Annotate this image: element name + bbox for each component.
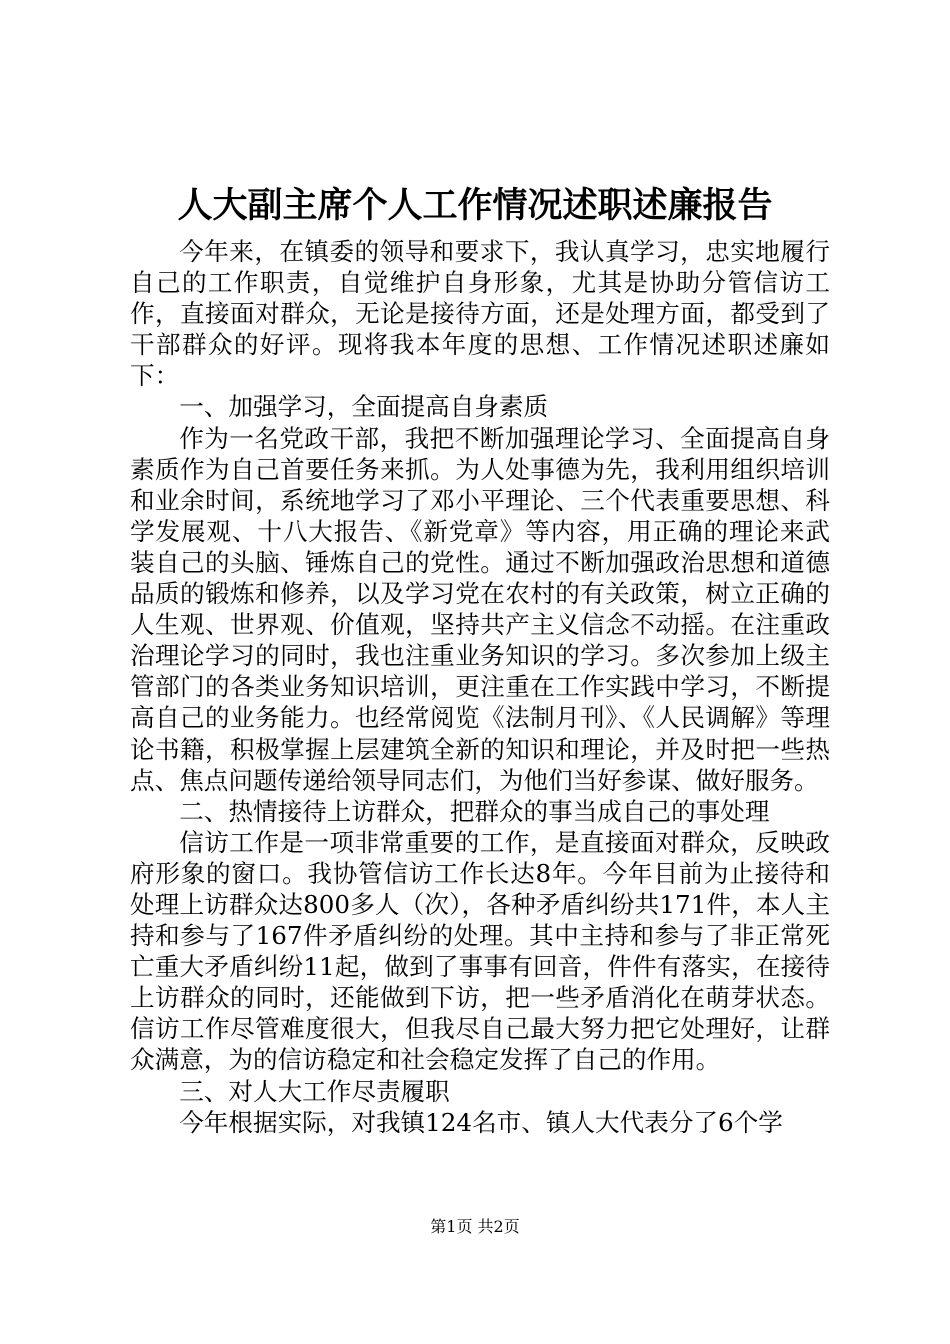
section-heading-2: 二、热情接待上访群众，把群众的事当成自己的事处理 — [179, 796, 770, 826]
document-title: 人大副主席个人工作情况述职述廉报告 — [177, 185, 773, 226]
section-heading-3: 三、对人大工作尽责履职 — [179, 1076, 450, 1106]
section-3-paragraph: 今年根据实际，对我镇124名市、镇人大代表分了6个学 — [179, 1107, 783, 1137]
section-2-paragraph: 信访工作是一项非常重要的工作，是直接面对群众，反映政府形象的窗口。我协管信访工作长达8年。今年目前为止接待和处理上访群众达800多人（次），各种矛盾纠纷共171件，本人主持和参与了167件矛盾纠纷的处理。其中主持和参与了非正常死亡重大矛盾纠纷11起，做到了事事有回音，件件有落实，在接待上访群众的同时，还能做到下访，把一些矛盾消化在萌芽状态。信访工作尽管难度很大，但我尽自己最大努力把它处理好，让群众满意，为的信访稳定和社会稳定发挥了自己的作用。 — [130, 827, 830, 1075]
page-number-footer: 第1页 共2页 — [430, 1217, 520, 1236]
document-body — [130, 236, 830, 1138]
section-heading-1: 一、加强学习，全面提高自身素质 — [179, 392, 549, 422]
intro-paragraph: 今年来，在镇委的领导和要求下，我认真学习，忠实地履行自己的工作职责，自觉维护自身形象，尤其是协助分管信访工作，直接面对群众，无论是接待方面，还是处理方面，都受到了干部群众的好评。现将我本年度的思想、工作情况述职述廉如下： — [130, 237, 830, 391]
section-1-paragraph: 作为一名党政干部，我把不断加强理论学习、全面提高自身素质作为自己首要任务来抓。为人处事德为先，我利用组织培训和业余时间，系统地学习了邓小平理论、三个代表重要思想、科学发展观、十八大报告、《新党章》等内容，用正确的理论来武装自己的头脑、锤炼自己的党性。通过不断加强政治思想和道德品质的锻炼和修养，以及学习党在农村的有关政策，树立正确的人生观、世界观、价值观，坚持共产主义信念不动摇。在注重政治理论学习的同时，我也注重业务知识的学习。多次参加上级主管部门的各类业务知识培训，更注重在工作实践中学习，不断提高自己的业务能力。也经常阅览《法制月刊》、《人民调解》等理论书籍，积极掌握上层建筑全新的知识和理论，并及时把一些热点、焦点问题传递给领导同志们，为他们当好参谋、做好服务。 — [130, 423, 830, 795]
